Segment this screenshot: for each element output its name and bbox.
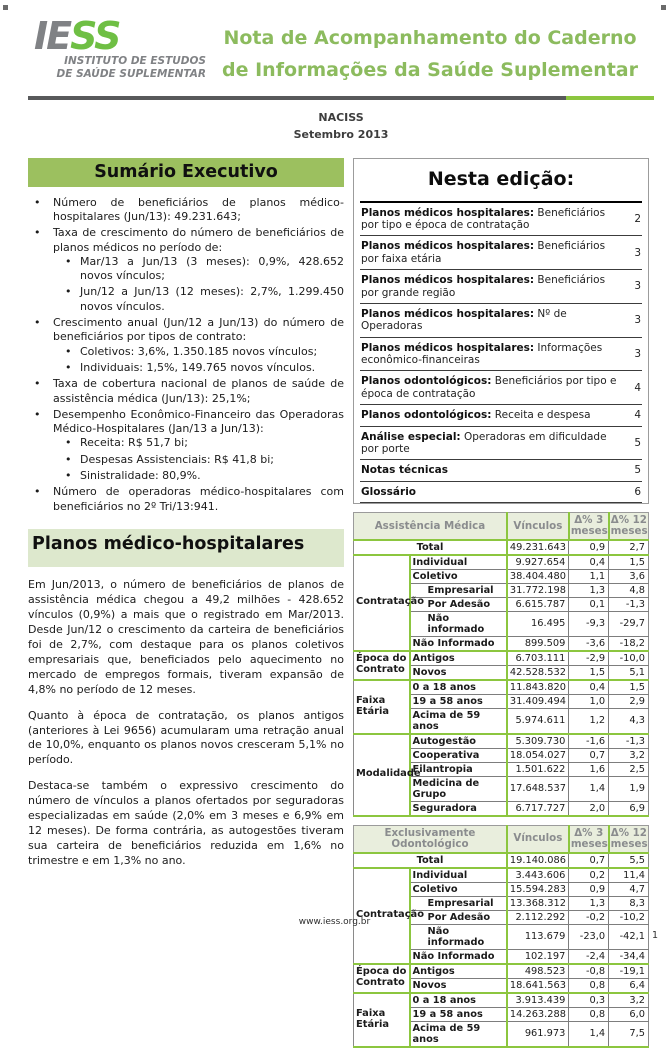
value-vinculos: 15.594.283 (507, 882, 569, 896)
bullet-row (64, 345, 344, 359)
group-label: Época do Contrato (354, 964, 410, 993)
toc-item-label: Planos médicos hospitalares: (361, 240, 535, 253)
divider-gray-segment (28, 96, 566, 100)
value-vinculos: 498.523 (507, 964, 569, 979)
body-paragraph: Quanto à época de contratação, os planos antigos (anteriores à Lei 9656) acumularam uma retração anual de 10,0%, enquanto os planos novos cresceram 5,1% no período. (28, 708, 344, 767)
bullet-text: • Despesas Assistenciais: R$ 41,8 bi; (80, 452, 274, 466)
group-label: Modalidade (354, 734, 410, 816)
col-header-delta3: Δ% 3 meses (569, 825, 609, 852)
value-vinculos: 18.641.563 (507, 978, 569, 993)
value-delta3: 0,4 (569, 555, 609, 570)
sub-bullet-list (64, 345, 344, 376)
total-delta12: 2,7 (609, 540, 649, 555)
logo-tagline-line1: INSTITUTO DE ESTUDOS (64, 55, 206, 68)
toc-item-text: Planos médicos hospitalares: Nº de Operadoras (361, 307, 567, 333)
value-delta12: 4,3 (609, 708, 649, 734)
table-row (354, 680, 649, 695)
toc-item[interactable] (360, 203, 642, 237)
toc-item-text (361, 464, 627, 476)
table-row (354, 555, 649, 570)
edition-date: Setembro 2013 (293, 127, 389, 141)
bullet-text: • Desempenho Econômico-Financeiro das Operadoras Médico-Hospitalares (Jan/13 a Jun/13): (53, 407, 344, 436)
logo-tagline-line2: DE SAÚDE SUPLEMENTAR (56, 68, 206, 81)
footer-website-link[interactable]: www.iess.org.br (298, 917, 371, 927)
body-paragraph: Em Jun/2013, o número de beneficiários de planos de assistência médica chegou a 49,2 milhões - 428.652 vínculos (0,9%) a mais que o registrado em Mar/2013. Desde Jun/12 o crescimento da carteira de beneficiários foi de 2,7%, com destaque para os planos coletivos empresariais que, beneficiados pelo aquecimento no mercado de empregos formais, tiveram expansão de 4,8% no período de 12 meses. (28, 577, 344, 696)
value-delta12: -19,1 (609, 964, 649, 979)
value-delta12: -18,2 (609, 636, 649, 651)
document-title-line2: de Informações da Saúde Suplementar (222, 59, 638, 82)
toc-box (353, 158, 649, 504)
row-label: Coletivo (410, 569, 507, 583)
row-label: Coletivo (410, 882, 507, 896)
value-vinculos: 6.703.111 (507, 651, 569, 666)
document-title-line1: Nota de Acompanhamento do Caderno (223, 27, 637, 49)
bullet-text: • Individuais: 1,5%, 149.765 novos vínculos. (80, 360, 316, 374)
summary-sub-bullet (64, 453, 344, 467)
bullet-row (28, 316, 344, 345)
bullet-row (64, 436, 344, 450)
value-delta12: 4,7 (609, 882, 649, 896)
row-label: Empresarial (410, 583, 507, 597)
toc-item-label: Glossário (361, 485, 417, 498)
toc-item-page: 5 (634, 436, 641, 449)
bullet-row (28, 408, 344, 437)
row-label: Por Adesão (410, 597, 507, 611)
toc-item-text: Planos médicos hospitalares: Beneficiários por grande região (361, 274, 606, 299)
row-label: Não Informado (410, 949, 507, 964)
table-row (354, 964, 649, 979)
bullet-text: • Crescimento anual (Jun/12 a Jun/13) do número de beneficiários por tipos de contrato: (53, 316, 344, 344)
col-header-vinculos: Vínculos (507, 825, 569, 852)
value-delta3: 1,2 (569, 708, 609, 734)
medical-plans-paragraphs (28, 578, 344, 869)
toc-item-page: 3 (634, 314, 641, 327)
toc-item[interactable] (360, 270, 642, 304)
col-header-delta12: Δ% 12 meses (609, 825, 649, 852)
row-label: 0 a 18 anos (410, 680, 507, 695)
bullet-row (64, 453, 344, 467)
value-delta12: 6,9 (609, 801, 649, 816)
toc-item[interactable] (360, 236, 642, 270)
assistencia-medica-table (353, 512, 649, 817)
row-label: Não Informado (410, 636, 507, 651)
total-vinculos: 19.140.086 (507, 853, 569, 868)
summary-sub-bullet (64, 285, 344, 314)
value-delta3: 0,1 (569, 597, 609, 611)
group-label: Faixa Etária (354, 680, 410, 734)
value-delta12: 3,2 (609, 748, 649, 762)
value-vinculos: 18.054.027 (507, 748, 569, 762)
bullet-text: • Mar/13 a Jun/13 (3 meses): 0,9%, 428.652 novos vínculos; (80, 254, 344, 283)
value-delta3: 1,0 (569, 694, 609, 708)
summary-bullet (28, 196, 344, 225)
toc-item-page: 6 (634, 485, 641, 498)
left-column (28, 158, 344, 869)
toc-item[interactable] (360, 482, 642, 503)
toc-item-page: 4 (634, 409, 641, 422)
toc-item-label: Planos médicos hospitalares: (361, 341, 535, 354)
toc-item-text: Análise especial: Operadoras em dificuldade por porte (361, 430, 607, 455)
toc-heading: Nesta edição: (360, 159, 642, 203)
value-vinculos: 1.501.622 (507, 762, 569, 776)
value-delta12: -34,4 (609, 949, 649, 964)
table-title: Exclusivamente Odontológico (354, 825, 507, 852)
toc-item-page: 3 (634, 280, 641, 293)
value-delta3: 0,7 (569, 748, 609, 762)
logo-letters-gray: IE (34, 14, 71, 58)
value-vinculos: 6.615.787 (507, 597, 569, 611)
toc-item-label: Planos odontológicos: (361, 409, 492, 422)
medical-plans-heading: Planos médico-hospitalares (28, 529, 344, 567)
toc-item-label: Planos odontológicos: (361, 375, 492, 388)
bullet-text: • Taxa de crescimento do número de beneficiários de planos médicos no período de: (53, 226, 344, 254)
table-title: Assistência Médica (354, 513, 507, 540)
table-row (354, 651, 649, 666)
toc-item-text: Planos médicos hospitalares: Beneficiários por faixa etária (361, 240, 606, 265)
value-delta12: -10,0 (609, 651, 649, 666)
dental-table-container (353, 825, 649, 1048)
value-vinculos: 16.495 (507, 611, 569, 636)
bullet-text: • Jun/12 a Jun/13 (12 meses): 2,7%, 1.299.450 novos vínculos. (80, 285, 344, 313)
value-delta12: 6,4 (609, 978, 649, 993)
bullet-text: • Taxa de cobertura nacional de planos de saúde de assistência médica (Jun/13): 25,1%; (53, 377, 344, 405)
summary-sub-bullet (64, 469, 344, 483)
total-vinculos: 49.231.643 (507, 540, 569, 555)
toc-item[interactable] (360, 304, 642, 338)
toc-item-label: Notas técnicas (361, 464, 449, 477)
toc-item-page: 3 (634, 246, 641, 259)
crop-mark-left (3, 5, 8, 10)
content-columns (28, 158, 656, 1048)
toc-item-page: 3 (634, 347, 641, 360)
value-delta3: 1,3 (569, 896, 609, 910)
value-delta3: 0,8 (569, 1007, 609, 1021)
toc-item-page: 5 (634, 464, 641, 477)
row-label: Acima de 59 anos (410, 708, 507, 734)
row-label: 0 a 18 anos (410, 993, 507, 1008)
bullet-text: • Número de beneficiários de planos médico-hospitalares (Jun/13): 49.231.643; (53, 195, 344, 223)
right-column (353, 158, 649, 1048)
toc-item[interactable] (360, 338, 642, 372)
table-row (354, 734, 649, 749)
bullet-row (28, 377, 344, 406)
summary-bullet (28, 485, 344, 514)
value-delta3: 0,3 (569, 993, 609, 1008)
total-label: Total (354, 853, 507, 868)
group-label: Faixa Etária (354, 993, 410, 1047)
bullet-row (28, 485, 344, 514)
row-label: Acima de 59 anos (410, 1021, 507, 1047)
row-label: Individual (410, 555, 507, 570)
table-total-row (354, 853, 649, 868)
body-paragraph: Destaca-se também o expressivo crescimento do número de vínculos a planos ofertados por seguradoras especializadas em saúde (2,0% em 3 meses e 6,9% em 12 meses). De forma contrária, as autogestões tiveram sua carteira de beneficiários reduzida em 1,6% no trimestre e em 1,3% no ano. (28, 779, 344, 868)
table-header-row (354, 825, 649, 852)
value-delta12: 1,9 (609, 776, 649, 801)
value-vinculos: 6.717.727 (507, 801, 569, 816)
value-delta3: -9,3 (569, 611, 609, 636)
bullet-row (64, 361, 344, 375)
value-delta3: 1,1 (569, 569, 609, 583)
value-delta3: 1,4 (569, 776, 609, 801)
col-header-delta12: Δ% 12 meses (609, 513, 649, 540)
summary-bullet (28, 316, 344, 375)
value-delta3: 0,4 (569, 680, 609, 695)
value-vinculos: 3.913.439 (507, 993, 569, 1008)
value-delta12: 11,4 (609, 868, 649, 883)
value-vinculos: 3.443.606 (507, 868, 569, 883)
crop-mark-right (661, 5, 666, 10)
total-label: Total (354, 540, 507, 555)
toc-item-label: Planos médicos hospitalares: (361, 206, 535, 219)
summary-sub-bullet (64, 436, 344, 450)
row-label: 19 a 58 anos (410, 1007, 507, 1021)
summary-sub-bullet (64, 255, 344, 284)
row-label: Individual (410, 868, 507, 883)
group-label: Contratação (354, 555, 410, 651)
toc-item-label: Análise especial: (361, 430, 461, 443)
table-row (354, 993, 649, 1008)
summary-bullet (28, 226, 344, 314)
value-vinculos: 113.679 (507, 924, 569, 949)
row-label: Antigos (410, 964, 507, 979)
row-label: Cooperativa (410, 748, 507, 762)
table-header-row (354, 513, 649, 540)
summary-bullet-list (28, 196, 344, 514)
value-vinculos: 2.112.292 (507, 910, 569, 924)
divider-green-segment (566, 96, 654, 100)
row-label: Por Adesão (410, 910, 507, 924)
table-row (354, 868, 649, 883)
value-delta12: 8,3 (609, 896, 649, 910)
value-vinculos: 9.927.654 (507, 555, 569, 570)
summary-sub-bullet (64, 361, 344, 375)
value-vinculos: 5.974.611 (507, 708, 569, 734)
value-delta12: -42,1 (609, 924, 649, 949)
toc-item-page: 2 (634, 212, 641, 225)
value-vinculos: 5.309.730 (507, 734, 569, 749)
row-label: Empresarial (410, 896, 507, 910)
value-delta12: 2,9 (609, 694, 649, 708)
sub-bullet-list (64, 436, 344, 483)
value-vinculos: 17.648.537 (507, 776, 569, 801)
value-delta3: 1,6 (569, 762, 609, 776)
medical-table-container (353, 512, 649, 817)
bullet-row (64, 285, 344, 314)
value-delta3: 2,0 (569, 801, 609, 816)
edition-name: NACISS (318, 110, 364, 124)
toc-item-text (361, 486, 627, 498)
toc-item[interactable] (360, 460, 642, 481)
toc-item-list (360, 203, 642, 503)
bullet-text: • Coletivos: 3,6%, 1.350.185 novos vínculos; (80, 344, 318, 358)
value-vinculos: 14.263.288 (507, 1007, 569, 1021)
value-delta12: 4,8 (609, 583, 649, 597)
row-label: Seguradora (410, 801, 507, 816)
bullet-row (64, 255, 344, 284)
logo-letters-green: SS (70, 14, 120, 58)
value-vinculos: 899.509 (507, 636, 569, 651)
row-label: Autogestão (410, 734, 507, 749)
value-delta12: 1,5 (609, 680, 649, 695)
toc-item-label: Planos médicos hospitalares: (361, 274, 535, 287)
odontologico-table (353, 825, 649, 1048)
value-delta12: 3,6 (609, 569, 649, 583)
logo-tagline (28, 55, 208, 81)
row-label: Novos (410, 978, 507, 993)
value-delta3: 1,3 (569, 583, 609, 597)
value-delta3: -2,9 (569, 651, 609, 666)
value-delta12: -1,3 (609, 734, 649, 749)
value-delta3: 0,9 (569, 882, 609, 896)
value-delta12: -29,7 (609, 611, 649, 636)
value-vinculos: 31.409.494 (507, 694, 569, 708)
value-delta3: -3,6 (569, 636, 609, 651)
total-delta3: 0,9 (569, 540, 609, 555)
value-vinculos: 42.528.532 (507, 665, 569, 680)
value-delta3: -2,4 (569, 949, 609, 964)
value-delta3: 1,4 (569, 1021, 609, 1047)
row-label: Antigos (410, 651, 507, 666)
value-vinculos: 31.772.198 (507, 583, 569, 597)
toc-item-label: Planos médicos hospitalares: (361, 307, 535, 320)
value-delta3: 0,2 (569, 868, 609, 883)
toc-item[interactable] (360, 405, 642, 426)
value-delta3: -0,2 (569, 910, 609, 924)
row-label: Não informado (410, 611, 507, 636)
edition-block (28, 109, 654, 143)
group-label: Contratação (354, 868, 410, 964)
bullet-row (28, 226, 344, 255)
row-label: 19 a 58 anos (410, 694, 507, 708)
value-delta3: -1,6 (569, 734, 609, 749)
summary-bullet (28, 377, 344, 406)
row-label: Filantropia (410, 762, 507, 776)
col-header-delta3: Δ% 3 meses (569, 513, 609, 540)
bullet-text: • Sinistralidade: 80,9%. (80, 469, 201, 483)
value-delta3: 0,8 (569, 978, 609, 993)
iess-logo (28, 16, 208, 82)
value-vinculos: 961.973 (507, 1021, 569, 1047)
toc-item-text: Planos médicos hospitalares: Beneficiários por tipo e época de contratação (361, 206, 606, 232)
value-delta3: 1,5 (569, 665, 609, 680)
row-label: Novos (410, 665, 507, 680)
value-delta12: -10,2 (609, 910, 649, 924)
group-label: Época do Contrato (354, 651, 410, 680)
toc-item[interactable] (360, 427, 642, 461)
page-header (28, 16, 652, 87)
toc-item[interactable] (360, 371, 642, 405)
value-delta12: 1,5 (609, 555, 649, 570)
row-label: Não informado (410, 924, 507, 949)
toc-item-text: Planos odontológicos: Receita e despesa (361, 409, 591, 422)
value-delta12: 7,5 (609, 1021, 649, 1047)
sub-bullet-list (64, 255, 344, 314)
summary-heading: Sumário Executivo (28, 158, 344, 187)
summary-bullet (28, 408, 344, 483)
value-vinculos: 38.404.480 (507, 569, 569, 583)
value-vinculos: 11.843.820 (507, 680, 569, 695)
toc-item-text: Planos médicos hospitalares: Informações econômico-financeiras (361, 341, 603, 367)
summary-sub-bullet (64, 345, 344, 359)
value-delta3: -23,0 (569, 924, 609, 949)
table-total-row (354, 540, 649, 555)
bullet-row (64, 469, 344, 483)
value-delta12: 3,2 (609, 993, 649, 1008)
col-header-vinculos: Vínculos (507, 513, 569, 540)
toc-item-text: Planos odontológicos: Beneficiários por tipo e época de contratação (361, 375, 617, 400)
page-number: 1 (651, 930, 658, 941)
value-vinculos: 13.368.312 (507, 896, 569, 910)
value-delta12: 2,5 (609, 762, 649, 776)
row-label: Medicina de Grupo (410, 776, 507, 801)
total-delta3: 0,7 (569, 853, 609, 868)
value-vinculos: 102.197 (507, 949, 569, 964)
value-delta3: -0,8 (569, 964, 609, 979)
logo-wordmark (28, 14, 208, 58)
value-delta12: 5,1 (609, 665, 649, 680)
document-title (208, 16, 652, 87)
value-delta12: -1,3 (609, 597, 649, 611)
total-delta12: 5,5 (609, 853, 649, 868)
value-delta12: 6,0 (609, 1007, 649, 1021)
header-divider (28, 96, 654, 100)
bullet-row (28, 196, 344, 225)
toc-item-page: 4 (634, 381, 641, 394)
bullet-text: • Número de operadoras médico-hospitalares com beneficiários no 2º Tri/13:941. (53, 485, 344, 513)
bullet-text: • Receita: R$ 51,7 bi; (80, 436, 188, 450)
